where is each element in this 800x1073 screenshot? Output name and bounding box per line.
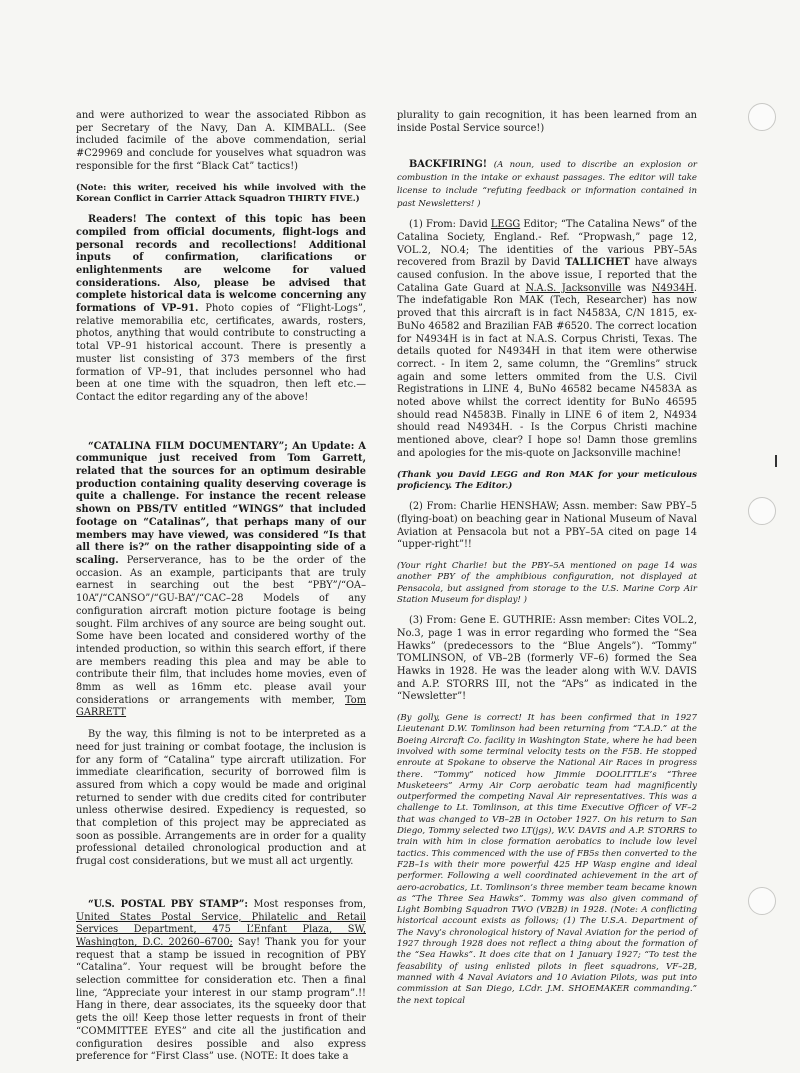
item-1-text-e: . The indefatigable Ron MAK (Tech, Researcher) has now proved that this aircraft is in fact N4583A, C/N 1815, ex-BuNo 46582 and Brazilian FAB #6520. The correct location for N4934H is in fact at N.A.S. Corpus Christi, Texas. The details quoted for N4934H in that item were otherwise correct. - In item 2, same column, the “Gremlins” struck again and some letters ommited from the U.S. Civil Registrations in LINE 4, BuNo 46582 became N4583A as noted above whilst the correct identity for BuNo 46595 should read N4583B. Finally in LINE 6 of item 2, N4934 should read N4934H. - Is the Corpus Christi machine mentioned above, clear? I hope so! Damn those gremlins and apologies for the mis-quote on Jacksonville machine! bbox=[397, 282, 697, 459]
left-intro-paragraph: and were authorized to wear the associated Ribbon as per Secretary of the Navy, Dan A. KIMBALL. (See included facimile of the above commendation, serial #C29969 and conclude for youselves what squadron was responsible for the first “Black Cat” tactics!) bbox=[76, 110, 366, 172]
editor-reply-2: (Your right Charlie! but the PBY–5A mentioned on page 14 was another PBY of the amphibious configuration, not displayed at Pensacola, but assigned from storage to the U.S. Marine Corp Air Station Museum for display! ) bbox=[397, 560, 697, 605]
readers-lead: Readers! bbox=[88, 214, 137, 226]
stamp-rest-text: Say! Thank you for your request that a stamp be issued in recognition of PBY “Catalina”. Your request will be brought before the selection committee for consideration etc. Then a final line, “Appreciate your interest in our stamp program”.!! Hang in there, dear associates, its the squeeky door that gets the oil! Keep those letter requests in front of their “COMMITTEE EYES” and cite all the justification and configuration desires possible and also express preference for “First Class” use. (NOTE: It does take a bbox=[76, 936, 366, 1063]
left-column bbox=[76, 110, 366, 1073]
backfiring-definition: (A noun, used to discribe an explosion or combustion in the intake or exhaust passages. The editor will take license to include “refuting feedback or information contained in past Newsletters! ) bbox=[397, 160, 697, 209]
editor-thanks-1: (Thank you David LEGG and Ron MAK for your meticulous proficiency. The Editor.) bbox=[397, 469, 697, 491]
readers-bold-text: The context of this topic has been compiled from official documents, flight-logs and personal records and recollections! Additional inputs of confirmation, clarifications or enlightenments are welcome for valued considerations. Also, please be advised that complete historical data is welcome concerning any formations of VP–91. bbox=[76, 214, 367, 315]
film-contact-name: Tom GARRETT bbox=[76, 694, 366, 719]
readers-rest-text: Photo copies of “Flight-Logs”, relative memorabilia etc, certificates, awards, rosters, photos, anything that would contribute to constructing a total VP–91 historical account. There is presently a muster list consisting of 373 members of the first formation of VP–91, that includes personnel who had been at one time with the squadron, then left etc.—Contact the editor regarding any of the above! bbox=[76, 303, 366, 403]
item-2-paragraph: (2) From: Charlie HENSHAW; Assn. member: Saw PBY–5 (flying-boat) on beaching gear in National Museum of Naval Aviation at Pensacola but not a PBY–5A cited on page 14 “upper-right”!! bbox=[397, 501, 697, 551]
item-1-text-d: was bbox=[626, 282, 647, 294]
film-rest-text: Perserverance, has to be the order of the occasion. As an example, participants that are truly earnest in searching out the best “PBY”/“OA–10A”/“CANSO”/“GU-BA”/“CAC–28 Models of any configuration aircraft motion picture footage is being sought. Film archives of any source are being sought out. Some have been located and considered worthy of the intended production, so within this search effort, if there are members reading this plea and may be able to contribute their film, that includes home movies, even of 8mm as well as 16mm etc. please avail your considerations or arrangements with member, bbox=[76, 554, 366, 706]
right-continuation-paragraph: plurality to gain recognition, it has been learned from an inside Postal Service source!) bbox=[397, 110, 697, 134]
film-paragraph bbox=[76, 441, 366, 720]
item-1-text-c: have always caused confusion. In the above issue, I reported that the Catalina Gate Guard at bbox=[397, 257, 697, 294]
item-3-paragraph: (3) From: Gene E. GUTHRIE: Assn member: Cites VOL.2, No.3, page 1 was in error regarding who formed the “Sea Hawks” (predecessors to the “Blue Angels”). “Tommy” TOMLINSON, of VB–2B (formerly VF–6) formed the Sea Hawks in 1928. He was the leader along with W.V. DAVIS and A.P. STORRS III, not the “APs” as indicated in the “Newsletter”! bbox=[397, 615, 697, 703]
readers-paragraph bbox=[76, 214, 366, 405]
note-paragraph: (Note: this writer, received his while involved with the Korean Conflict in Carrier Attack Squadron THIRTY FIVE.) bbox=[76, 182, 366, 204]
film-second-paragraph: By the way, this filming is not to be interpreted as a need for just training or combat footage, the inclusion is for any form of “Catalina” type aircraft utilization. For immediate clearification, security of borrowed film is assured from which a copy would be made and original returned to sender with due credits cited for contributer unless otherwise desired. Expediency is requested, so that completion of this project may be appreciated as soon as possible. Arrangements are in order for a quality professional detailed chronological production and at frugal cost considerations, but we must all act urgently. bbox=[76, 729, 366, 868]
item-1-name-legg: LEGG bbox=[490, 219, 521, 231]
margin-mark bbox=[775, 455, 777, 467]
editor-reply-3: (By golly, Gene is correct! It has been confirmed that in 1927 Lieutenant D.W. Tomlinson had been returning from “T.A.D.” at the Boeing Aircraft Co. facility in Washington State, where he had been involved with some terminal velocity tests on the F5B. He stopped enroute at Spokane to observe the National Air Races in progress there. “Tommy” noticed how Jimmie DOOLITTLE’s “Three Musketeers” Army Air Corp aerobatic team had magnificently outperformed the competing Naval Air representatives. This was a challenge to Lt. Tomlinson, at this time Executive Officer of VF–2 that was changed to VB–2B in October 1927. On his return to San Diego, Tommy selected two LT(jgs), W.V. DAVIS and A.P. STORRS to train with him in close formation aerobatics to include low level tactics. This commenced with the use of FB5s then converted to the F2B–1s with their more powerful 425 HP Wasp engine and ideal performer. Following a well coordinated achievement in the art of aero-acrobatics, Lt. Tomlinson’s three member team became known as “The Three Sea Hawks”. Tommy was also given command of Light Bombing Squadron TWO (VB2B) in 1928. (Note: A conflicting historical account exists as follows; (1) The U.S.A. Department of The Navy’s chronological history of Naval Aviation for the period of 1927 through 1928 does not reflect a thing about the formation of the “Sea Hawks”. It does cite that on 1 January 1927; “To test the feasability of using enlisted pilots in fleet squadrons, VF–2B, manned with 4 Naval Aviators and 10 Aviation Pilots, was put into commission at San Diego, LCdr. J.M. SHOEMAKER commanding.” the next topical bbox=[397, 713, 697, 1006]
item-1-text-b: Editor; “The Catalina News” of the Catalina Society, England.- Ref. “Propwash,” page 12, VOL.2, NO.4; The identities of the various PBY–5As recovered from Brazil by David bbox=[397, 219, 697, 269]
film-heading: “CATALINA FILM DOCUMENTARY”; An Update: bbox=[88, 440, 355, 452]
stamp-paragraph bbox=[76, 899, 366, 1064]
binder-hole-middle bbox=[748, 497, 776, 525]
item-1-text-a: (1) From: David bbox=[409, 219, 488, 231]
postal-address: United States Postal Service, Philatelic and Retail Services Department, 475 L’Enfant Plaza, SW, Washington, D.C. 20260–6700; bbox=[76, 911, 366, 948]
item-1-location: N.A.S. Jacksonville bbox=[525, 282, 622, 294]
backfiring-paragraph bbox=[397, 159, 697, 210]
stamp-lead: Most responses from, bbox=[253, 898, 366, 910]
binder-hole-top bbox=[748, 103, 776, 131]
backfiring-heading: BACKFIRING! bbox=[409, 159, 488, 171]
item-1-paragraph bbox=[397, 219, 697, 460]
item-1-registration: N4934H bbox=[651, 282, 694, 294]
film-bold-text: A communique just received from Tom Garrett, related that the sources for an optimum desirable production containing quality deserving coverage is quite a challenge. For instance the recent release shown on PBS/TV entitled “WINGS” that included footage on “Catalinas”, that perhaps many of our members may have viewed, was considered “Is that all there is?” on the rather disappointing side of a scaling. bbox=[76, 440, 366, 566]
stamp-heading: “U.S. POSTAL PBY STAMP”: bbox=[88, 898, 248, 910]
item-1-name-tallichet: TALLICHET bbox=[565, 257, 630, 269]
binder-hole-bottom bbox=[748, 887, 776, 915]
right-column bbox=[397, 110, 697, 1016]
